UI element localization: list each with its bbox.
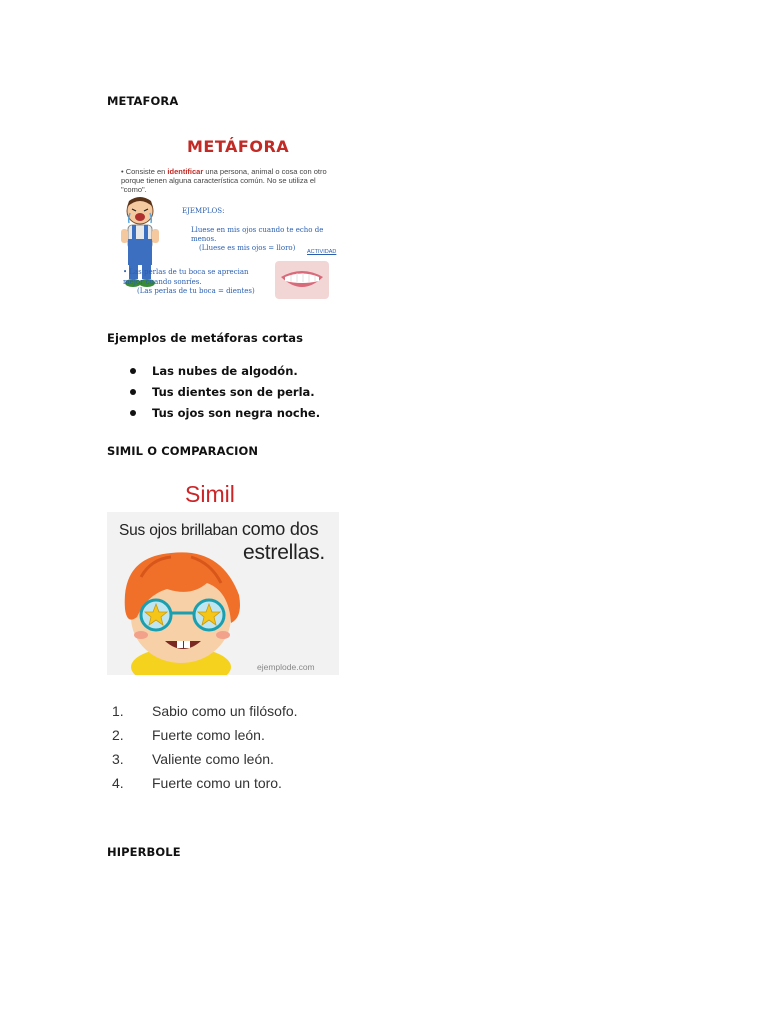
metafora-example-2 (123, 268, 255, 297)
list-text: Sabio como un filósofo. (152, 703, 298, 719)
metafora-heading: METAFORA (107, 94, 179, 108)
example-1-line-2: (Lluese es mis ojos = lloro) (199, 244, 296, 252)
list-number: 2. (112, 727, 124, 743)
simil-text-b: como dos (241, 519, 319, 539)
list-text: Fuerte como león. (152, 727, 265, 743)
example-2-line-3: (Las perlas de tu boca = dientes) (137, 287, 255, 295)
list-item (112, 725, 298, 749)
simil-text-line-1 (119, 519, 318, 540)
list-item: Tus dientes son de perla. (130, 383, 320, 404)
simil-text-line-2: estrellas. (243, 541, 326, 564)
example-2-line-2: mejor cuando sonríes. (123, 277, 202, 286)
activity-link[interactable]: ACTIVIDAD (307, 249, 337, 255)
list-text: Fuerte como un toro. (152, 775, 282, 791)
metafora-image-title: METÁFORA (187, 137, 290, 156)
example-1-line-1: Lluese en mis ojos cuando te echo de menos. (191, 226, 324, 243)
list-number: 4. (112, 775, 124, 791)
list-text: Valiente como león. (152, 751, 274, 767)
hiperbole-heading: HIPERBOLE (107, 845, 181, 859)
simil-image-title: Simil (185, 481, 235, 507)
example-2-line-1: • Las perlas de tu boca se aprecian (123, 268, 249, 276)
definition-suffix: una persona, animal o cosa con otro porque tienen alguna característica común. No se utiliza el "como". (121, 167, 327, 194)
list-number: 3. (112, 751, 124, 767)
list-number: 1. (112, 703, 124, 719)
metafora-examples-heading: Ejemplos de metáforas cortas (107, 331, 304, 345)
redhead-kid-icon (111, 547, 261, 675)
examples-label: EJEMPLOS: (182, 207, 225, 215)
teeth-icon (275, 261, 329, 299)
simil-heading: SIMIL O COMPARACION (107, 444, 259, 458)
list-item: Las nubes de algodón. (130, 362, 320, 383)
metafora-image (107, 125, 339, 305)
image-credit: ejemplode.com (257, 662, 315, 672)
list-item (112, 749, 298, 773)
definition-prefix: • Consiste en (121, 167, 168, 176)
list-item (112, 773, 298, 797)
list-item (112, 701, 298, 725)
simil-examples-list (112, 701, 298, 797)
simil-text-a: Sus ojos brillaban (119, 522, 242, 539)
metafora-definition (121, 167, 337, 194)
metafora-examples-list (130, 362, 320, 425)
definition-highlight: identificar (167, 167, 204, 176)
list-item: Tus ojos son negra noche. (130, 404, 320, 425)
simil-image (107, 475, 339, 675)
